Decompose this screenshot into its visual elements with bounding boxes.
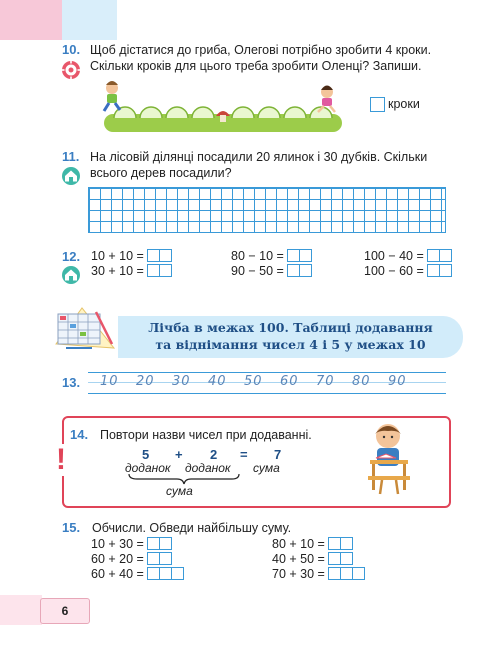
task-12-number: 12. — [62, 249, 81, 264]
answer-cell[interactable] — [340, 552, 353, 565]
task-11-line1: На лісовій ділянці посадили 20 ялинок і 30 дубків. Скільки — [90, 150, 428, 164]
answer-cell[interactable] — [159, 537, 172, 550]
section-title-line1: Лічба в межах 100. Таблиці додавання — [148, 320, 433, 335]
handwritten-sample: 30 — [172, 374, 191, 389]
answer-cell[interactable] — [299, 264, 312, 277]
corner-decoration — [0, 0, 62, 40]
equation-addend2: 2 — [210, 447, 218, 462]
task-10-line2: Скільки кроків для цього треба зробити Оленці? Запиши. — [90, 59, 422, 73]
expression-row — [91, 567, 183, 582]
expression-row — [91, 249, 171, 264]
answer-cell[interactable] — [159, 249, 172, 262]
expression: 10 + 30 = — [91, 537, 144, 551]
handwritten-sample: 70 — [316, 374, 335, 389]
task-10-number: 10. — [62, 42, 81, 57]
label-sum: сума — [253, 461, 280, 475]
answer-cell[interactable] — [352, 567, 365, 580]
expression: 40 + 50 = — [272, 552, 325, 566]
expression: 60 + 40 = — [91, 567, 144, 581]
answer-cell[interactable] — [299, 249, 312, 262]
task-10-line1: Щоб дістатися до гриба, Олегові потрібно зробити 4 кроки. — [90, 43, 432, 57]
page-number: 6 — [40, 598, 90, 624]
expression: 90 − 50 = — [231, 264, 284, 278]
expression: 80 + 10 = — [272, 537, 325, 551]
handwritten-sample: 40 — [208, 374, 227, 389]
handwritten-sample: 50 — [244, 374, 263, 389]
answer-cell[interactable] — [159, 552, 172, 565]
equation-result: 7 — [274, 447, 282, 462]
handwritten-sample: 60 — [280, 374, 299, 389]
handwritten-sample: 80 — [352, 374, 371, 389]
expression: 70 + 30 = — [272, 567, 325, 581]
section-title-line2: та віднімання чисел 4 і 5 у межах 10 — [155, 337, 426, 352]
task-13-number: 13. — [62, 375, 81, 390]
task-15-instruction: Обчисли. Обведи найбільшу суму. — [92, 521, 292, 535]
expression: 80 − 10 = — [231, 249, 284, 263]
equation-equals: = — [240, 447, 248, 462]
task-11-number: 11. — [62, 149, 80, 164]
handwritten-sample: 20 — [136, 374, 155, 389]
answer-cell[interactable] — [159, 264, 172, 277]
section-title — [118, 319, 463, 353]
expression: 100 − 60 = — [364, 264, 424, 278]
answer-box[interactable] — [370, 97, 385, 112]
expression-row — [231, 249, 311, 264]
task-11-line2: всього дерев посадили? — [90, 166, 232, 180]
abacus-icon — [52, 304, 118, 363]
mushroom-path-illustration — [92, 72, 354, 143]
task-14-instruction: Повтори назви чисел при додаванні. — [100, 428, 312, 442]
task-14-number: 14. — [70, 427, 89, 442]
expression-row — [272, 552, 352, 567]
task-10-answer-label: кроки — [388, 97, 420, 111]
exclamation-mark: ! — [56, 443, 66, 476]
brace-sum-label: сума — [166, 484, 193, 498]
house-icon — [61, 265, 81, 290]
boy-reading-illustration — [358, 420, 420, 503]
answer-cell[interactable] — [439, 264, 452, 277]
handwritten-sample: 90 — [388, 374, 407, 389]
equation-addend1: 5 — [142, 447, 150, 462]
answer-cell[interactable] — [171, 567, 184, 580]
gear-icon — [61, 60, 81, 85]
expression-row — [91, 537, 171, 552]
expression-row — [91, 552, 171, 567]
label-addend2: доданок — [185, 461, 231, 475]
answer-cell[interactable] — [439, 249, 452, 262]
task-15-number: 15. — [62, 520, 81, 535]
expression: 30 + 10 = — [91, 264, 144, 278]
expression: 10 + 10 = — [91, 249, 144, 263]
corner-decoration-bottom — [0, 595, 42, 625]
label-addend1: доданок — [125, 461, 171, 475]
expression-row — [272, 537, 352, 552]
expression-row — [231, 264, 311, 279]
house-icon — [61, 166, 81, 191]
equation-plus: + — [175, 447, 183, 462]
expression: 100 − 40 = — [364, 249, 424, 263]
expression-row — [364, 249, 451, 264]
handwritten-sample: 10 — [100, 374, 119, 389]
copybook-line[interactable] — [88, 372, 446, 394]
corner-decoration-blue — [62, 0, 117, 40]
expression: 60 + 20 = — [91, 552, 144, 566]
answer-cell[interactable] — [340, 537, 353, 550]
expression-row — [364, 264, 451, 279]
expression-row — [91, 264, 171, 279]
expression-row — [272, 567, 364, 582]
answer-grid[interactable] — [88, 187, 446, 233]
